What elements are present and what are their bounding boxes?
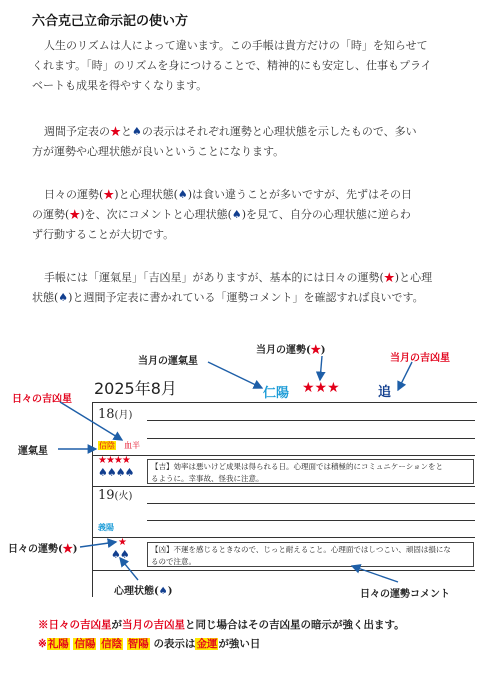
label-daily-kyou: 日々の吉凶星: [12, 394, 72, 405]
star-icon: ★: [110, 125, 121, 138]
spade-icon: ♠: [158, 586, 168, 597]
header-monthly-kyou: 追: [378, 385, 392, 400]
label-mental: 心理状態(♠): [114, 586, 173, 597]
arrow-daily-comment: [352, 566, 398, 582]
day2-mental-spades: ♠♠: [111, 548, 129, 561]
star-icon: ★: [62, 544, 73, 555]
day2-luck-stars: ★: [118, 537, 127, 548]
paragraph-weekly: 週間予定表の★と♠の表示はそれぞれ運勢と心理状態を示したもので、多い 方が運勢や心理状態が良いということになります。: [32, 125, 417, 158]
day2-date: 19(火): [98, 488, 133, 503]
arrow-mental: [120, 558, 138, 580]
paragraph-intro: 人生のリズムは人によって違います。この手帳は貴方だけの「時」を知らせて くれます。「時」のリズムを身につけることで、精神的にも安定し、仕事もプライ ベートも成果を得やすくなります。: [32, 39, 432, 92]
page-title: 六合克己立命示記の使い方: [32, 14, 189, 29]
badge-shinin: 信陰: [101, 638, 123, 650]
arrow-monthly-star: [208, 362, 262, 388]
day2-comment: 【凶】不運を感じるときなので、じっと耐えること。心理面ではしつこい、頑固は損にな るので注意。: [147, 542, 474, 567]
header-monthly-star: 仁陽: [263, 386, 290, 401]
label-monthly-kyou: 当月の吉凶星: [390, 353, 450, 364]
day1-mental-spades: ♠♠♠♠: [98, 466, 134, 479]
header-monthly-stars: ★★★: [302, 380, 340, 396]
arrow-daily-luck: [80, 542, 116, 547]
day1-kyou: 血半: [124, 441, 140, 450]
arrow-monthly-kyou: [398, 362, 412, 390]
header-date: 2025年8月: [94, 379, 177, 398]
spade-icon: ♠: [58, 291, 69, 304]
day1-comment: 【吉】効率は悪いけど成果は得られる日。心理面では積極的にコミュニケーションをと るように。幸事故、怪我に注意。: [147, 459, 474, 484]
label-unki: 運氣星: [18, 446, 48, 457]
label-daily-luck: 日々の運勢(★): [8, 544, 78, 555]
arrow-daily-kyou: [60, 402, 122, 440]
star-icon: ★: [310, 345, 321, 356]
star-icon: ★: [69, 208, 81, 221]
badge-reiyo: 礼陽: [47, 638, 69, 650]
note-1: ※日々の吉凶星が当月の吉凶星と同じ場合はその吉凶星の暗示が強く出ます。: [38, 619, 405, 631]
arrow-monthly-luck: [320, 356, 322, 380]
spade-icon: ♠: [231, 208, 242, 221]
day1-luck-stars: ★★★★: [98, 455, 130, 466]
spade-icon: ♠: [177, 188, 188, 201]
label-monthly-star: 当月の運氣星: [138, 356, 198, 367]
paragraph-daily: 日々の運勢(★)と心理状態(♠)は食い違うことが多いですが、先ずはその日 の運勢(★)を、次にコメントと心理状態(♠)を見て、自分の心理状態に逆らわ ず行動することが大切です。: [32, 188, 413, 241]
label-daily-comment: 日々の運勢コメント: [360, 589, 450, 600]
star-icon: ★: [103, 188, 115, 201]
paragraph-notebook: 手帳には「運氣星」「吉凶星」がありますが、基本的には日々の運勢(★)と心理 状態(♠)と週間予定表に書かれている「運勢コメント」を確認すれば良いです。: [32, 271, 433, 304]
badge-shinyo: 信陽: [74, 638, 96, 650]
spade-icon: ♠: [132, 125, 142, 138]
day1-star-badge: 信陰: [99, 441, 115, 450]
star-icon: ★: [383, 271, 395, 284]
badge-kinun: 金運: [196, 638, 218, 650]
badge-chiyo: 智陽: [127, 638, 149, 650]
day1-date: 18(月): [98, 407, 133, 422]
note-2: ※礼陽 信陽 信陰 智陽 の表示は金運が強い日: [38, 638, 261, 650]
day2-star-badge: 義陽: [98, 522, 114, 532]
label-monthly-luck: 当月の運勢(★): [256, 345, 326, 356]
